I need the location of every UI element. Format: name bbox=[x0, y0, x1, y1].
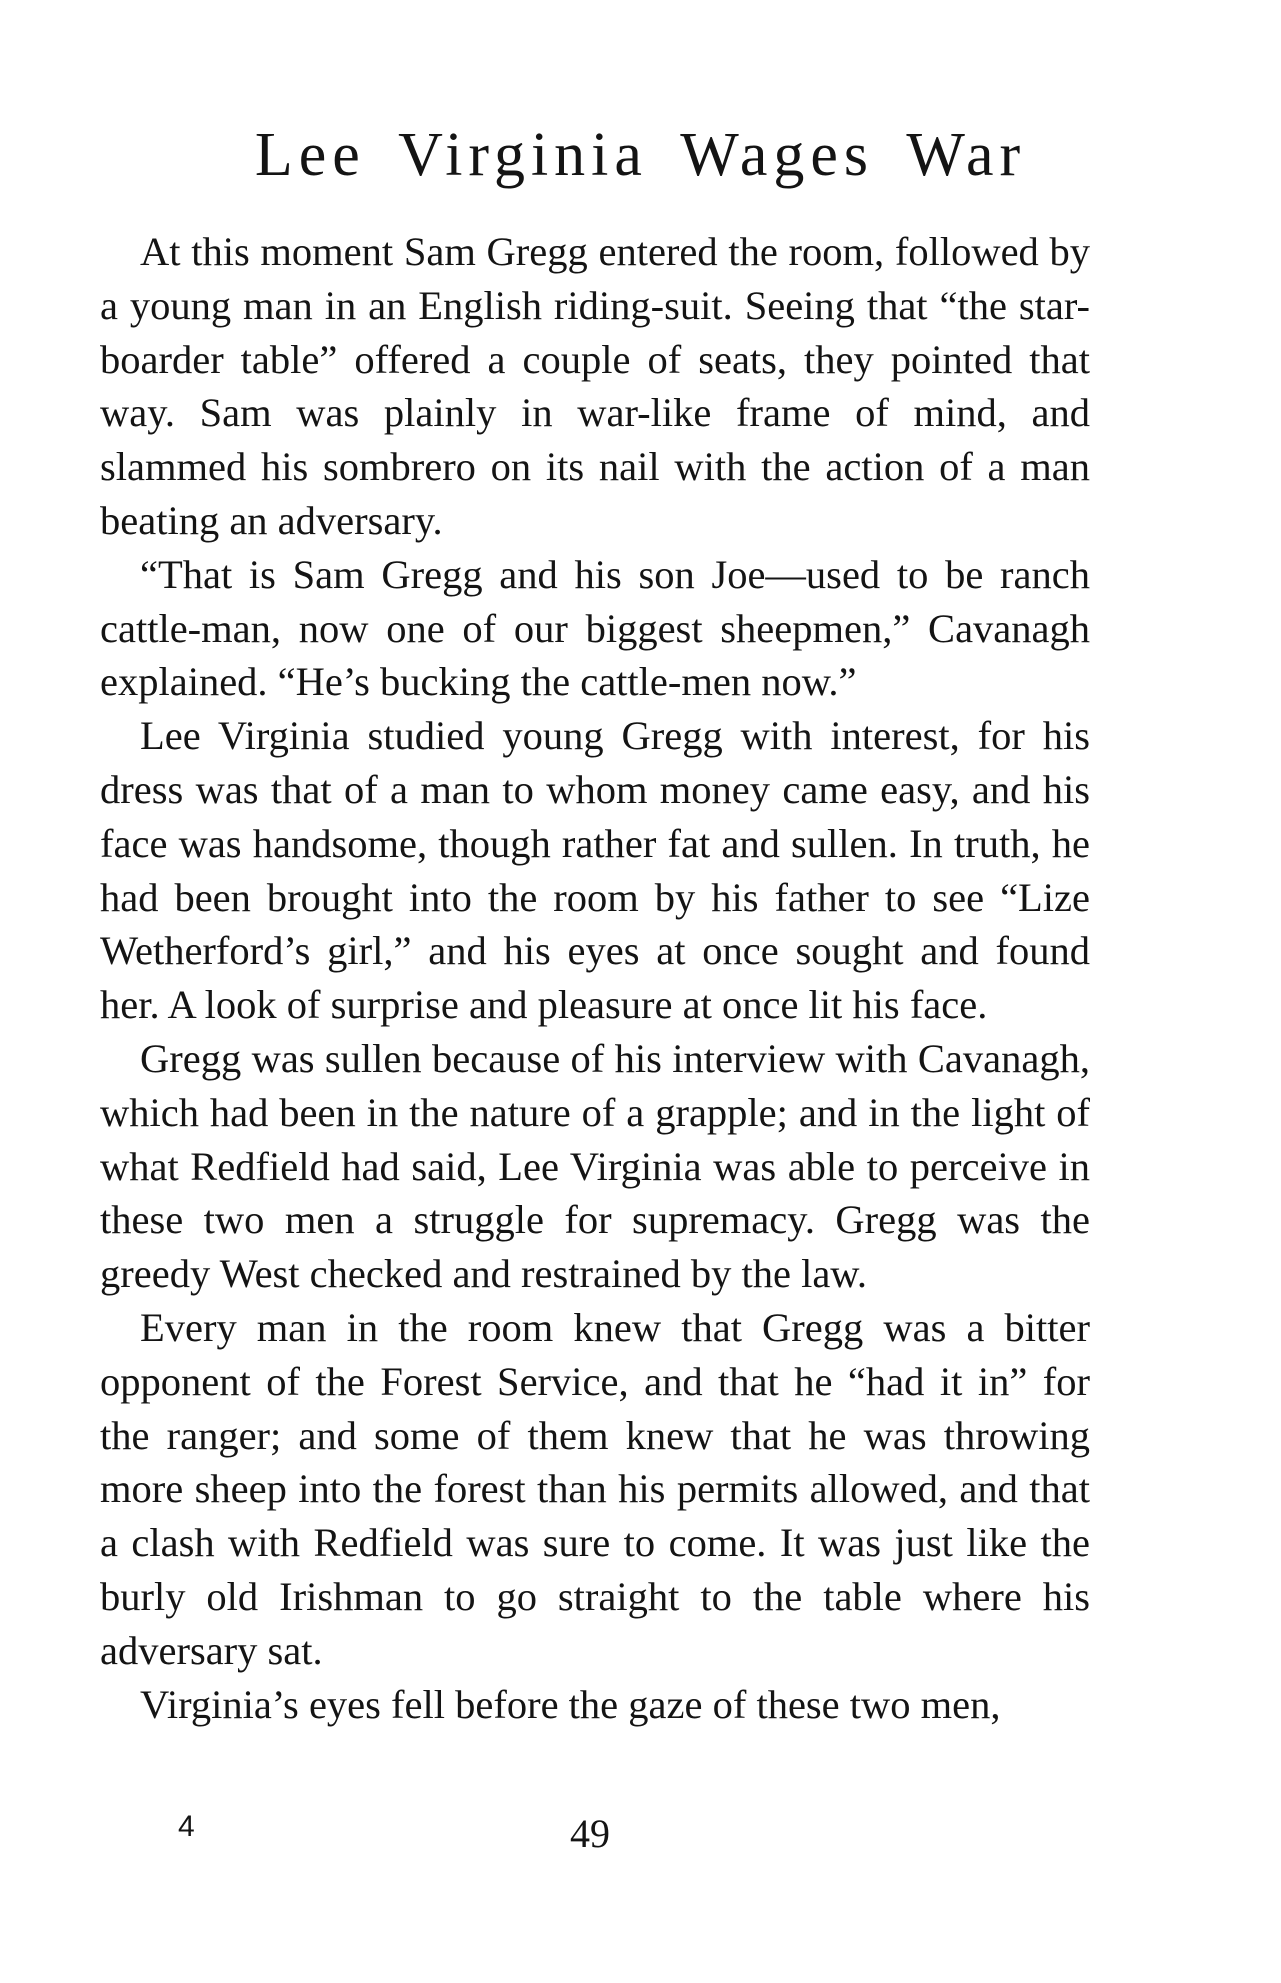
paragraph: At this moment Sam Gregg entered the room, followed by a young man in an English riding-suit. Seeing that “the star-boarder table” offered a couple of seats, they pointed that way. Sam was plainly in war-like frame of mind, and slammed his sombrero on its nail with the action of a man beating an adversary. bbox=[100, 229, 1090, 543]
body-text bbox=[100, 225, 1090, 1731]
paragraph: Virginia’s eyes fell before the gaze of these two men, bbox=[140, 1681, 1001, 1727]
paragraph: Every man in the room knew that Gregg was a bitter opponent of the Forest Service, and that he “had it in” for the ranger; and some of them knew that he was throwing more sheep into the forest than his permits allowed, and that a clash with Redfield was sure to come. It was just like the burly old Irishman to go straight to the table where his adversary sat. bbox=[100, 1304, 1090, 1673]
page-title: Lee Virginia Wages War bbox=[254, 121, 1027, 189]
paragraph: Lee Virginia studied young Gregg with interest, for his dress was that of a man to whom money came easy, and his face was handsome, though rather fat and sullen. In truth, he had been brought into the room by his father to see “Lize Wetherford’s girl,” and his eyes at once sought and found her. A look of surprise and pleasure at once lit his face. bbox=[100, 713, 1090, 1028]
page-number: 49 bbox=[570, 1811, 610, 1856]
signature-mark: 4 bbox=[178, 1810, 195, 1843]
paragraph: “That is Sam Gregg and his son Joe—used to be ranch cattle-man, now one of our biggest sheepmen,” Cavanagh explained. “He’s bucking the cattle-men now.” bbox=[100, 551, 1090, 705]
paragraph: Gregg was sullen because of his interview with Cavanagh, which had been in the nature of a grapple; and in the light of what Redfield had said, Lee Virginia was able to perceive in these two men a struggle for supremacy. Gregg was the greedy West checked and restrained by the law. bbox=[100, 1035, 1090, 1297]
